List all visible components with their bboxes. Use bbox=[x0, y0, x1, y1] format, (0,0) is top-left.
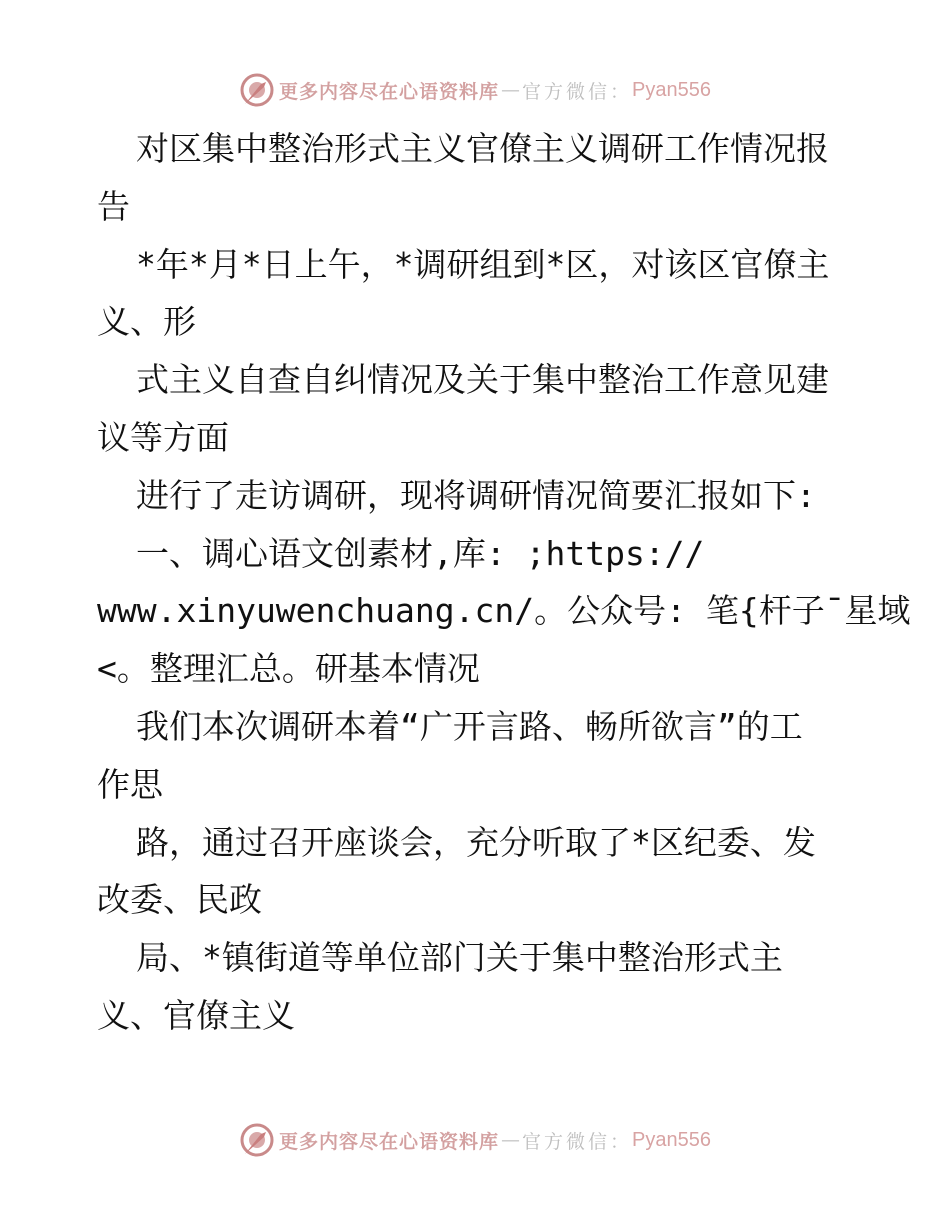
doc-line: *年*月*日上午，*调研组到*区，对该区官僚主 bbox=[136, 244, 830, 284]
document-body bbox=[97, 120, 911, 1045]
banner-wechat-handle: Pyan556 bbox=[632, 1128, 711, 1151]
doc-title-line-1: 对区集中整治形式主义官僚主义调研工作情况报 bbox=[136, 129, 829, 168]
banner-wechat-handle: Pyan556 bbox=[632, 78, 711, 101]
doc-line: 进行了走访调研，现将调研情况简要汇报如下: bbox=[136, 475, 816, 515]
footer-banner bbox=[0, 1120, 950, 1160]
doc-title-line-2: 告 bbox=[97, 186, 130, 226]
banner-brand-text: 更多内容尽在心语资料库 bbox=[279, 1130, 500, 1153]
doc-line: 一、调心语文创素材,库: ;https:// bbox=[136, 533, 705, 573]
doc-line: <。整理汇总。研基本情况 bbox=[97, 649, 480, 689]
header-banner bbox=[0, 70, 950, 110]
doc-line: 改委、民政 bbox=[97, 880, 262, 920]
doc-line: 作思 bbox=[97, 764, 163, 804]
pen-nib-logo-icon bbox=[239, 72, 275, 108]
pen-nib-logo-icon bbox=[239, 1122, 275, 1158]
doc-line: 局、*镇街道等单位部门关于集中整治形式主 bbox=[136, 938, 783, 978]
banner-dash: — bbox=[501, 79, 521, 101]
doc-line: www.xinyuwenchuang.cn/。公众号: 笔{杆子¯星域 bbox=[97, 591, 911, 631]
doc-line: 式主义自查自纠情况及关于集中整治工作意见建 bbox=[136, 360, 829, 400]
doc-line: 我们本次调研本着“广开言路、畅所欲言”的工 bbox=[136, 706, 803, 746]
doc-line: 议等方面 bbox=[97, 417, 229, 457]
doc-line: 路，通过召开座谈会，充分听取了*区纪委、发 bbox=[136, 822, 816, 862]
doc-line: 义、官僚主义 bbox=[97, 995, 295, 1035]
banner-dash: — bbox=[501, 1129, 521, 1151]
banner-brand-text: 更多内容尽在心语资料库 bbox=[279, 80, 500, 103]
doc-line: 义、形 bbox=[97, 302, 196, 342]
banner-wechat-label: 官方微信： bbox=[522, 80, 633, 103]
banner-wechat-label: 官方微信： bbox=[522, 1130, 633, 1153]
